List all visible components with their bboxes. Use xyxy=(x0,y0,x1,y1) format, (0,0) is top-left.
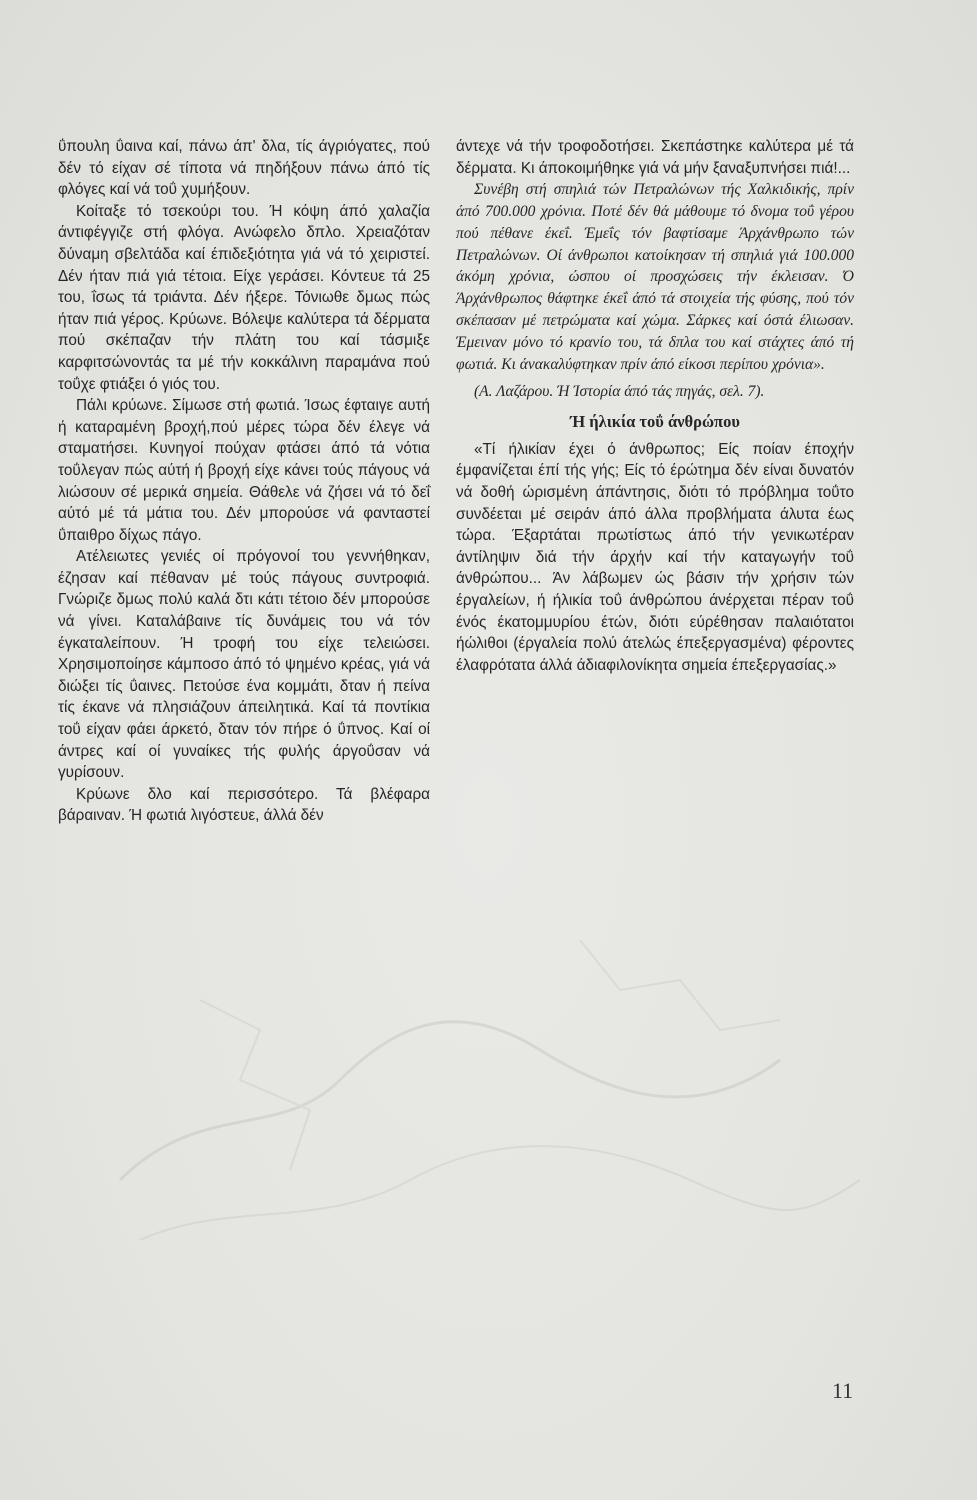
paragraph-2: Κοίταξε τό τσεκούρι του. Ή κόψη άπό χαλαζία άντιφέγγιζε στή φλόγα. Ανώφελο δπλο. Χρειαζόταν δύναμη σβελτάδα καί έπιδεξιότητα γιά νά τό χειριστεί. Δέν ήταν πιά γιά τέτοια. Είχε γεράσει. Κόντευε τά 25 του, ΐσως τά τριάντα. Δέν ήξερε. Τόνιωθε δμως πώς ήταν πιά γέρος. Κρύωνε. Βόλεψε καλύτερα τά δέρματα πού σκέπαζαν τήν πλάτη του καί τάσμιξε καρφιτσώνοντάς τα μέ τήν κοκκάλινη παραμάνα πού τοΰχε φτιάξει ό γιός του. xyxy=(58,202,430,393)
paragraph-3: Πάλι κρύωνε. Σίμωσε στή φωτιά. Ίσως έφταιγε αυτή ή καταραμένη βροχή,πού μέρες τώρα δέν έλεγε νά σταματήσει. Κυνηγοί πούχαν φτάσει άπό τά νότια τοΰλεγαν πώς αύτή ή βροχή είχε κάνει τούς πάγους νά λιώσουν σέ μερικά σημεία. Θάθελε νά ζήσει νά τό δεΐ αύτό μέ τά μάτια του. Δέν μπορούσε νά φανταστεί ΰπαιθρο δίχως πάγο. xyxy=(58,397,430,544)
quote-paragraph: «Τί ήλικίαν έχει ό άνθρωπος; Είς ποίαν έποχήν έμφανίζεται έπί τής γής; Είς τό έρώτημα δέν είναι δυνατόν νά δοθή ώρισμένη άπάντησις, διότι τό πρόβλημα τοΰτο συνδέεται μέ σειράν άπό άλλα προβλήματα άλυτα έως τώρα. Έξαρτάται πρωτίστως άπό τήν γενικωτέραν άντίληψιν διά τήν άρχήν καί τήν καταγωγήν τοΰ άνθρώπου... Άν λάβωμεν ώς βάσιν τήν χρήσιν τών έργαλείων, ή ήλικία τοΰ άνθρώπου άνέρχεται πέραν τοΰ ένός έκατομμυρίου έτών, διότι εύρέθησαν παλαιότατοι ήώλιθοι (έργαλεία πολύ άτελώς έπεξεργασμένα) φέροντες έλαφρότατα άλλά άδιαφιλονίκητα σημεία έπεξεργασίας.» xyxy=(456,440,854,674)
paragraph-4: Ατέλειωτες γενιές οί πρόγονοί του γεννήθηκαν, έζησαν καί πέθαναν μέ τούς πάγους συντροφιά. Γνώριζε δμως πολύ καλά δτι κάτι τέτοιο δέν μπορούσε νά γίνει. Καταλάβαινε τίς δυνάμεις του νά τόν έγκαταλείπουν. Ή τροφή του είχε τελειώσει. Χρησιμοποίησε κάμποσο άπό τό ψημένο κρέας, γιά νά διώξει τίς ΰαινες. Πετούσε ένα κομμάτι, δταν ή πείνα τίς έκανε νά πλησιάζουν άπειλητικά. Καί τά ποντίκια τοΰ είχαν φάει άρκετό, δταν τόν πήρε ό ΰπνος. Καί οί άντρες καί οί γυναίκες τής φυλής άργοΰσαν νά γυρίσουν. xyxy=(58,548,430,782)
italic-passage: Συνέβη στή σπηλιά τών Πετραλώνων τής Χαλκιδικής, πρίν άπό 700.000 χρόνια. Ποτέ δέν θά μάθουμε τό δνομα τοΰ γέρου πού πέθανε έκεΐ. Έμεΐς τόν βαφτίσαμε Άρχάνθρωπο τών Πετραλώνων. Οί άνθρωποι κατοίκησαν τή σπηλιά γιά 100.000 άκόμη χρόνια, ώσπου οί προσχώσεις τήν έκλεισαν. Ό Άρχάνθρωπος θάφτηκε έκεΐ άπό τά στοιχεία τής φύσης, πού τόν σκέπασαν μέ πετρώματα καί χώμα. Σάρκες καί όστά έλιωσαν. Έμειναν μόνο τό κρανίο του, τά δπλα του καί στάχτες άπό τή φωτιά. Κι άνακαλύφτηκαν πρίν άπό είκοσι περίπου χρόνια». xyxy=(456,181,854,373)
left-text-column xyxy=(58,136,430,827)
page-number: 11 xyxy=(832,1378,854,1403)
right-text-column xyxy=(456,136,854,676)
section-heading: Ή ήλικία τοΰ άνθρώπου xyxy=(570,412,740,432)
right-intro-paragraph: άντεχε νά τήν τροφοδοτήσει. Σκεπάστηκε καλύτερα μέ τά δέρματα. Κι άποκοιμήθηκε γιά νά μήν ξαναξυπνήσει πιά!... xyxy=(456,138,854,177)
paragraph-1: ΰπουλη ΰαινα καί, πάνω άπ' δλα, τίς άγριόγατες, πού δέν τό είχαν σέ τίποτα νά πηδήξουν πάνω άπό τίς φλόγες καί νά τοΰ χυμήξουν. xyxy=(58,138,430,199)
show-through-map-graphic xyxy=(80,880,880,1300)
citation: (Α. Λαζάρου. Ή Ίστορία άπό τάς πηγάς, σελ. 7). xyxy=(474,383,765,401)
paragraph-5: Κρύωνε δλο καί περισσότερο. Τά βλέφαρα βάραιναν. Ή φωτιά λιγόστευε, άλλά δέν xyxy=(58,785,430,825)
